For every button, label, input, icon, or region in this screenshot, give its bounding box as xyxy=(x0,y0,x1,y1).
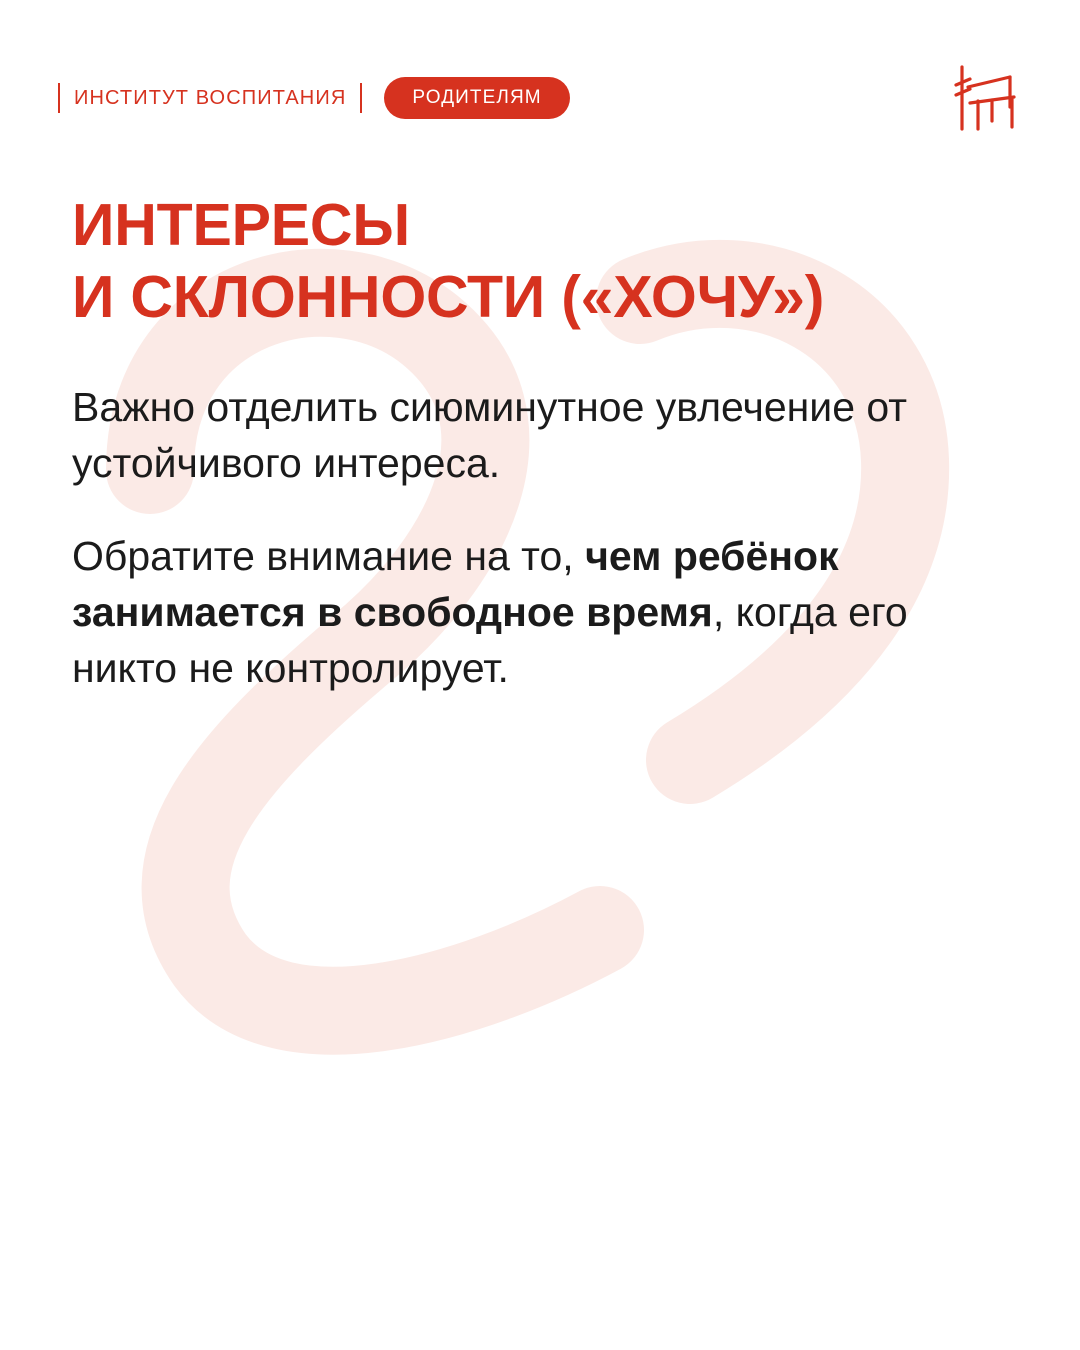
brand-right-rule xyxy=(360,83,362,113)
page-title xyxy=(72,190,1010,334)
brand-left-rule xyxy=(58,83,60,113)
audience-badge: РОДИТЕЛЯМ xyxy=(384,77,569,119)
brand-name: ИНСТИТУТ ВОСПИТАНИЯ xyxy=(74,86,347,109)
paragraph-two xyxy=(72,529,1002,696)
paragraph-two-tail: , когда его никто не контролирует. xyxy=(72,589,908,691)
page-header xyxy=(58,72,1022,124)
page-title-line-1: ИНТЕРЕСЫ xyxy=(72,192,410,258)
paragraph-two-lead: Обратите внимание на то, xyxy=(72,533,586,580)
brand-group xyxy=(58,77,570,119)
chair-logo-icon xyxy=(948,63,1022,133)
paragraph-one: Важно отделить сиюминутное увлечение от устойчивого интереса. xyxy=(72,383,908,486)
main-content xyxy=(72,190,1010,697)
page-title-line-2: И СКЛОННОСТИ («ХОЧУ») xyxy=(72,263,825,330)
paragraph-two-emphasis: чем ребёнок занимается в свободное время xyxy=(72,533,839,636)
